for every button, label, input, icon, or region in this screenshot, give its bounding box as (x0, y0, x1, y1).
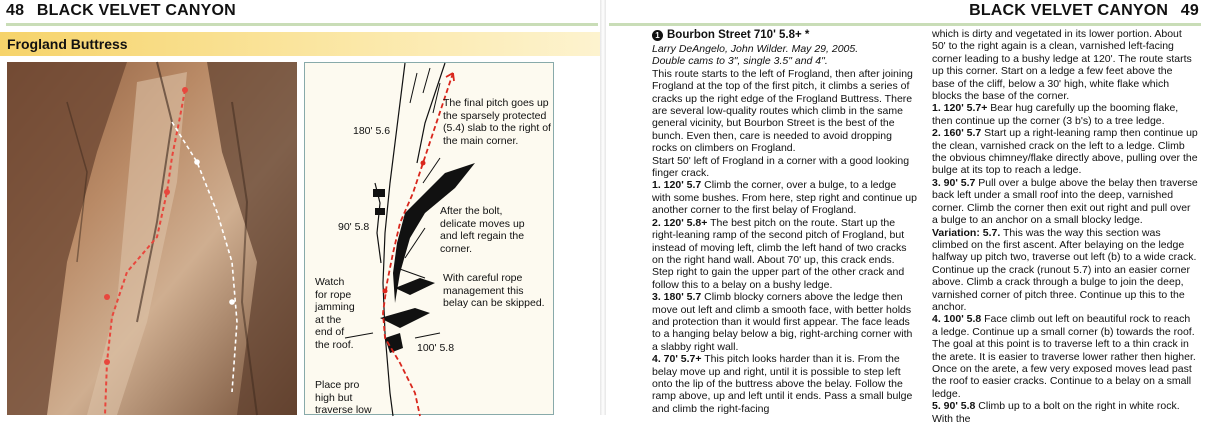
pitch-label: 4. 100' 5.8 (932, 313, 982, 326)
text-column-2 (932, 28, 1198, 425)
pitch-label: 2. 120' 5.8+ (652, 216, 708, 229)
route-gear: Double cams to 3", single 3.5" and 4". (652, 55, 828, 68)
pitch-text: Pull over a bulge above the belay then traverse back left under a small roof into the deep, varnished corner. Climb the corner then exit out right and pull over a bulge to an anchor on a small blocky ledge. (932, 176, 1198, 227)
right-page-header (609, 0, 1199, 22)
left-page-number: 48 (6, 2, 25, 19)
pitch-label: 1. 120' 5.7+ (932, 102, 988, 115)
route-title (652, 28, 917, 43)
route-title-text: Bourbon Street 710' 5.8+ * (667, 29, 810, 41)
route-intro: This route starts to the left of Frogland, then after joining Frogland at the top of the first pitch, it climbs a series of cracks up the right edge of the Frogland Buttress. There are several low-quality routes which climb in the same general vicinity, but Bourbon Street is the best of the bunch. Even then, care is needed to avoid dropping rocks on climbers on Frogland. (652, 67, 913, 155)
pitch-label: 3. 90' 5.7 (932, 176, 976, 189)
pitch-text: Face climb out left on beautiful rock to reach a ledge. Continue up a small corner (b) towards the roof. The goal at this point is to traverse left to a thin crack in the arete. It is easier to traverse lower rather then higher. Once on the arete, a few very exposed moves lead past the roof to easier cracks. Continue to a belay on a small ledge. (932, 313, 1196, 400)
pitch-text: Climb up to a bolt on the right in white rock. With the (932, 400, 1180, 425)
left-running-title: BLACK VELVET CANYON (36, 2, 236, 19)
text-column-1 (652, 28, 917, 415)
pitch-paragraph (932, 313, 1198, 400)
pitch-text: Start up a right-leaning ramp then continue up the clean, varnished crack on the left to a ledge. Climb the obvious chimney/flake directly above, pulling over the bulge at its top to reach a ledge. (932, 127, 1198, 177)
topo-label-place-pro: Place pro high but traverse low (315, 379, 372, 416)
right-page (603, 0, 1205, 425)
left-header-rule (6, 23, 598, 26)
pitch-text: Climb blocky corners above the ledge then move out left and climb a smooth face, with better holds and protection than it would first appear. The face leads to a hanging belay below a big, right-arching corner with a slabby right wall. (652, 291, 913, 353)
pitch-text: This pitch looks harder than it is. From the belay move up and right, until it is possible to step left onto the lip of the buttress above the belay. Follow the ramp above, up and left until it ends. Pass a small bulge and climb the right-facing (652, 353, 913, 415)
pitch-paragraph (932, 400, 1198, 425)
topo-label-pitch-180: 180' 5.6 (353, 125, 391, 137)
topo-label-pitch-100: 100' 5.8 (417, 342, 455, 354)
pitch-paragraph (652, 179, 917, 216)
topo-label-pitch-90: 90' 5.8 (338, 221, 370, 233)
route-number-badge: 1 (652, 30, 663, 41)
variation-paragraph (932, 227, 1198, 314)
topo-label-rope-jamming: Watch for rope jamming at the end of the roof. (315, 276, 355, 351)
pitch-paragraph (932, 177, 1198, 227)
section-title: Frogland Buttress (7, 36, 128, 52)
pitch-paragraph (652, 291, 917, 353)
pitch-label: 5. 90' 5.8 (932, 400, 976, 413)
pitch-label: 1. 120' 5.7 (652, 179, 702, 192)
left-page (0, 0, 603, 415)
variation-text: This was the way this section was climbed on the first ascent. After belaying on the ledge halfway up pitch two, traverse out left (b) to a wide crack. Continue up the crack (runout 5.7) into an easier corner above. Climb a crack through a bulge to join the deep, varnished corner of pitch three. Continue up this to the anchor. (932, 226, 1197, 313)
column-lead-text: which is dirty and vegetated in its lower portion. About 50' to the right again is a clean, varnished left-facing corner leading to a bushy ledge at 120'. The route starts up this corner. Start on a ledge a few feet above the base of the cliff, below a 30' high, white flake which blocks the base of the corner. (932, 28, 1192, 103)
pitch-label: 2. 160' 5.7 (932, 127, 982, 140)
pitch-paragraph (932, 127, 1198, 177)
pitch-text: Climb the corner, over a bulge, to a ledge with some bushes. From here, step right and continue up another corner to the first belay of Frogland. (652, 179, 917, 217)
topo-label-final-pitch: The final pitch goes up the sparsely protected (5.4) slab to the right of the main corner. (443, 97, 551, 147)
variation-label: Variation: 5.7. (932, 226, 1001, 239)
pitch-paragraph (932, 102, 1198, 127)
route-topo (304, 62, 554, 415)
topo-label-after-bolt: After the bolt, delicate moves up and left regain the corner. (440, 205, 525, 255)
pitch-label: 4. 70' 5.7+ (652, 353, 702, 366)
route-start: Start 50' left of Frogland in a corner with a good looking finger crack. (652, 154, 910, 180)
left-page-header (6, 0, 596, 22)
pitch-text: The best pitch on the route. Start up the right-leaning ramp of the second pitch of Frogland, but instead of moving left, climb the left hand of two cracks on the right hand wall. About 70' up, this crack ends. Step right to gain the upper part of the other crack and follow this to a belay on a bushy ledge. (652, 216, 907, 291)
right-header-rule (609, 23, 1201, 26)
pitch-label: 3. 180' 5.7 (652, 291, 702, 304)
pitch-text: Bear hug carefully up the booming flake, then continue up the corner (3 b's) to a tree ledge. (932, 102, 1179, 127)
cliff-photo (7, 62, 297, 415)
right-page-number: 49 (1180, 2, 1199, 19)
pitch-paragraph (652, 353, 917, 415)
right-running-title: BLACK VELVET CANYON (969, 2, 1169, 19)
route-first-ascent: Larry DeAngelo, John Wilder. May 29, 2005. (652, 43, 859, 55)
cliff-photo-graphic (7, 62, 297, 415)
pitch-paragraph (652, 217, 917, 291)
topo-label-rope-management: With careful rope management this belay can be skipped. (443, 272, 545, 309)
